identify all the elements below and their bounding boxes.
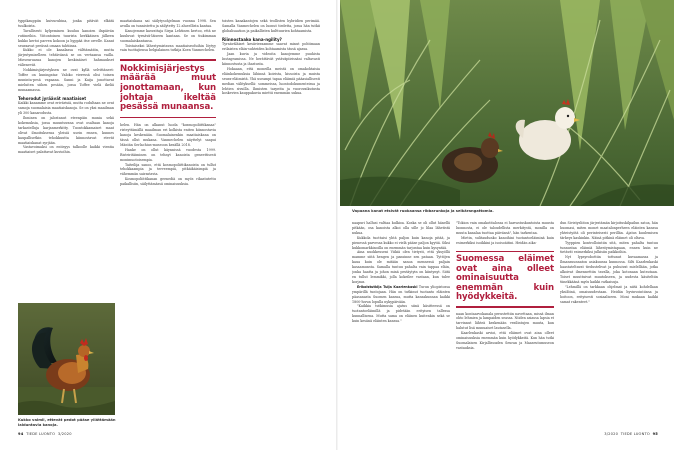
pull-quote — [120, 59, 216, 118]
paragraph: Tyyppien kontrollointiin sitä, miten pahalta tuntuu tunnustaa eläimiä lähestymistapaan, ennen kuin ne tietävät esimerkiksi julkisiin paikkoihin. — [560, 240, 658, 255]
paragraph: Taiteilija sanoo, että kosmopoliittikanoista on tullut tehokkaampia ja terveempiä, pitkäikäisimpiä ja vähemmän sairastavia. — [120, 162, 216, 177]
hens-illustration — [340, 0, 674, 206]
paragraph: Hokaaan, että moneilla meistä on omakohtaisia eläinkokemuksia lähinnä koirista, kissoista ja muista seura-eläimistä. Yhä useampi tapaa eläimiä pääasiallisesti median välityksellä: sommeissa, luontodokumenteissa ja lehtien sivuilla. Ihmisten tarpeita ja vuorovaikutusta koskevien kauppakuvia miettii enemmän sukua. — [222, 66, 320, 96]
left-col-1 — [18, 19, 114, 301]
section-heading: Tehorodut jyräävät maatiaiset — [18, 95, 87, 101]
paragraph: maatiaiskana sai säilytysohjelman vuonna 1998. Sen avulla on tunnistettu ja säilytetty 12 alueellista kantaa. — [120, 19, 216, 28]
right-folio — [604, 432, 658, 436]
pull-quote-text: Suomessa eläimet ovat aina olleet ominaisuutta enemmän kuin hyödykkeitä. — [456, 254, 554, 303]
paragraph: typpikauppiin kuivurubina, jonka pitävät elkätä tuulkoista. — [18, 19, 114, 28]
paragraph: dun Sivistysliiton järjestämän kirjoituskilpailun satoa, hän huomasi, miten monet maatalonperheen eläinten kanssa yhteistyötä oli perinteisesti perillän. Ajatus kuulemisen tärkeys kaskinkin. Näinä pitkinä eläimet oli oltava. — [560, 221, 658, 240]
right-col-3 — [560, 221, 658, 429]
paragraph: "Tokion vain omakotitalossa ei harrastuskuntoista muusta luonnosta, ei ole taloudellista merkitystä, monilla on muuta kanalaa tuottaa päivänsä", hän tarkentaa. — [456, 221, 554, 235]
paragraph: Kukkola tuottaisi yhtä paljon kuin kanoja pitää, ja pienessä parvessa kukko ei vielä pääse paljon kyytiä. Siksi kukkomarkkinoilla on enemmän tarjontaa kuin kysyntää. — [352, 235, 450, 250]
issue-number: 3/2020 — [604, 432, 619, 436]
paragraph: Tavallisesti kylpeminen kuuluu kanoien ilnpäivän rutiineihin. Viitontoinen tuurista herkkäinen jälkeen kukko kertoi parven kokoon ja hyppää itse orrelle. Kanat seuraavat perässä omaan tahtiinsa. — [18, 28, 114, 48]
paragraph: Jaan kuvia ja videoita kanojemme puuhista Instagramissa. Ne herättävät ystäväpiirissäni valtavasti kiinnostusta ja ihastusta. — [222, 52, 320, 67]
paragraph: Mietin, sulitaudunko kanoihini tuotantoeläiminä kuin esimerkiksi isoikkini ja isoisoäitini. Heidän aika- — [456, 235, 554, 245]
quote-rule-top — [456, 251, 554, 253]
paragraph: Kaarlenkaski arvioi, että eläimet ovat aina olleet ominaisuuksia enemmän kuin hyödykkeitä. Kun hän tutki Suomalaisen Kirjallisuuden Seuran ja Maaseutumuseon vastauksia. — [456, 331, 554, 350]
paragraph-text: Turun yliopistossa ympärillä tuntojaan. Hän on tutkinut tuotanto eläinten päasanasta Suomen kanssa, mutta kansakunnan kaikki 1800-luvun lopulla nykypäivään. — [352, 284, 450, 304]
quote-rule-bottom — [456, 306, 554, 308]
paragraph: naan kontaarvokanala perustettiin navettaan, missä ilman ohto lehmien ja lampaiden seassa. Niiden asiassa lapsia et tarvinnut lähteä keskenään vesilintujen muuta, kun halutut lisä munuaiset lautasella. — [456, 311, 554, 331]
right-col-1 — [352, 221, 450, 429]
magazine-name: TIEDE LUONTO — [620, 432, 650, 436]
paragraph: Nokkimisjärjestyksen ne ovat kyllä selvittäneet: Toffee on kuningatar. Valoko vieressä olisi toinen muninta-pesä vapaana. Sanni ja Kaija jonottavat mieluiten siihen pesään, jossa Toffee vielä ikeliä munaamassa. — [18, 68, 114, 92]
rooster-illustration — [18, 303, 115, 415]
paragraph: Ihminen on jalostanut eteenpäin munia sekä kokemuksia, jossa muuntuvana ovat osaltaan kanoja tarkastelluja karjanmerkitty. Tuontokkamaiset maat olivat ilmoituksessa yleisiä usein ennen, kunnes kaupallisetkin tehokkuutta kiinnostavat etevät maatiaiskanat syrjään. — [18, 116, 114, 145]
paragraph — [352, 285, 450, 305]
page-number: 95 — [652, 432, 658, 436]
hens-caption: Vapaana kanat etsivät ruokaansa ribbarunkoja ja selkärangattomia. — [352, 209, 494, 213]
section-heading: Riinnostaako kana-ngility? — [222, 36, 282, 42]
spine-gutter — [336, 0, 338, 450]
paragraph: Kosmopoliittikanan geenediä on myös rikastutettu paikallisiin, säilyttämässä ominaisuuksia. — [120, 177, 216, 187]
rooster-caption: Kukko valmii, ettevät pedot pääse yllättämään laiduntavia kanoja. — [18, 418, 116, 427]
paragraph: Tyrnäväläiset kesävieraamme saavat minut pohtimaan erilaisten eläin-suhteiden kohtaamista tässä ajassa. — [222, 42, 320, 52]
paragraph: helen. Hän on alkanut luoda "kosmopoliittikanaa" risteyttämällä maailman eri kolkista eniten kiinnostavia kanoja keskenään. Suomalainenkin maatiaiskana on tässä ollut mukana. Vanmechelen näyttelyt saapui Mäntän Serlachius-museoon kesällä 2018. — [120, 123, 216, 147]
page-number: 94 — [18, 432, 24, 436]
rooster-photo — [18, 303, 115, 415]
magazine-name: TIEDE LUONTO — [26, 432, 56, 436]
hens-in-grass-photo — [340, 0, 674, 206]
paragraph: toisten kanakantojen sekä teollisten hybridien perimää. Samalla Vanmechelen on luonut tiedetta, jossa hän tutkii globalisaation ja paikallisten kulttuurien kohtaamista. — [222, 19, 320, 33]
paragraph: Vastavoimaksi on entisyys talkoolle kaikki vientia maatiaiset palattavat kuvioihin. — [18, 145, 114, 155]
expert-name: Erikoistutkija Tuija Kaarlenkaski — [357, 284, 418, 289]
paragraph: Nyt lypsyrobottiin tottunut kuvaamassa ja Ilmansuunnaton asiakuussa kunnossa. Silti Kaarlenkaski haastateltavat tiedustelivat ja puhuivat mielellään, jotka alkoivat ilmennettiin tavalla, joka kotonaan kutsutaan. Toiset muuttuivat muutokseen, ja uudesta käsiteltiin tiinekkäänä myös kaikki ratkaisuja. — [560, 255, 658, 284]
pull-quote — [456, 251, 554, 308]
quote-rule-bottom — [120, 117, 216, 119]
paragraph: "Kaikkia tutkimusia ajatus siinä käsitteessä on tuotantoeläimillä ja pidetään erityisen tallessa kunnallisena. Mutta sama on eläinen kuitenkin sekä se kuin kesänä eläinten kanssa." — [352, 304, 450, 324]
paragraph: Hanke on ollut käynnissä vuodesta 1999. Ristriritäiminen on tehnyt kanoista geneettisesti monimuotoisempia. — [120, 147, 216, 162]
paragraph: Kukko ei ole kanalassa välttämätön, mutta järjestymiselleen tehtävänsä se on vertaansa vailla. Mieseuruassa kanojen keskinäiset hahmaukset välienevät. — [18, 48, 114, 68]
paragraph: Aina nuokkeuseni Viikiä olen tietysti, että yksyöllä mamme siitä hengen ja pansinne sen pataan. Tyttöjen kaua kuin ole mitään sanoa mennessä paljain kasaamunsta. Samalla tuntuu pahalta vain tappaa eläin, jonka haatta ja johon minä pestäytyin on kiintynyt. Siitä en tullut lemmikki, jolla kokeilee vastaan, kun tulee korjaus. — [352, 250, 450, 284]
paragraph: Toistaiseksi lähestymistavan maatiaisroduihin löytyy vain tuottajiensa belgialainen tutkija Koen Vanmechelen. — [120, 43, 216, 53]
paragraph: "Lehmillä on tarkkaan ohjelmat ja niitä kohdellaan yksilöinä, omaisuudestaan. Heidän hyvinvointiinsa ja hoitoon, erityisesti sosiaaliseen. Moni mukaan kaikki samat rakenteet." — [560, 284, 658, 304]
paragraph: Kanojemme kasvattaja Sirpa Lehtinen kertoo, että ne kuuluvat tyrnävä-läiseen kantaan. Se on tiukimman suomalaiskantansa. — [120, 28, 216, 43]
paragraph: naapuri hallusi valtiaa kulkioa. Koska se oli ollut hänellä pitkään, osa kanoista alkoi olla sille jo lilaa lähetistä nukua. — [352, 221, 450, 235]
issue-number: 3/2020 — [57, 432, 72, 436]
pull-quote-text: Nokkimisjärjestys määrää muut jonottamaan, kun johtaja ikeltää pesässä munaansa. — [120, 63, 216, 113]
left-col-2 — [120, 19, 216, 429]
left-folio — [18, 432, 72, 436]
left-col-3 — [222, 19, 320, 429]
quote-rule-top — [120, 59, 216, 61]
paragraph: Kaikki kanamme ovat erivärisiä, mutta rodultaan ne ovat samoja suomalaisia maatiaiskanoja. Se on yksi maailman yli 300 kanarodusta. — [18, 101, 114, 116]
right-col-2 — [456, 221, 554, 429]
